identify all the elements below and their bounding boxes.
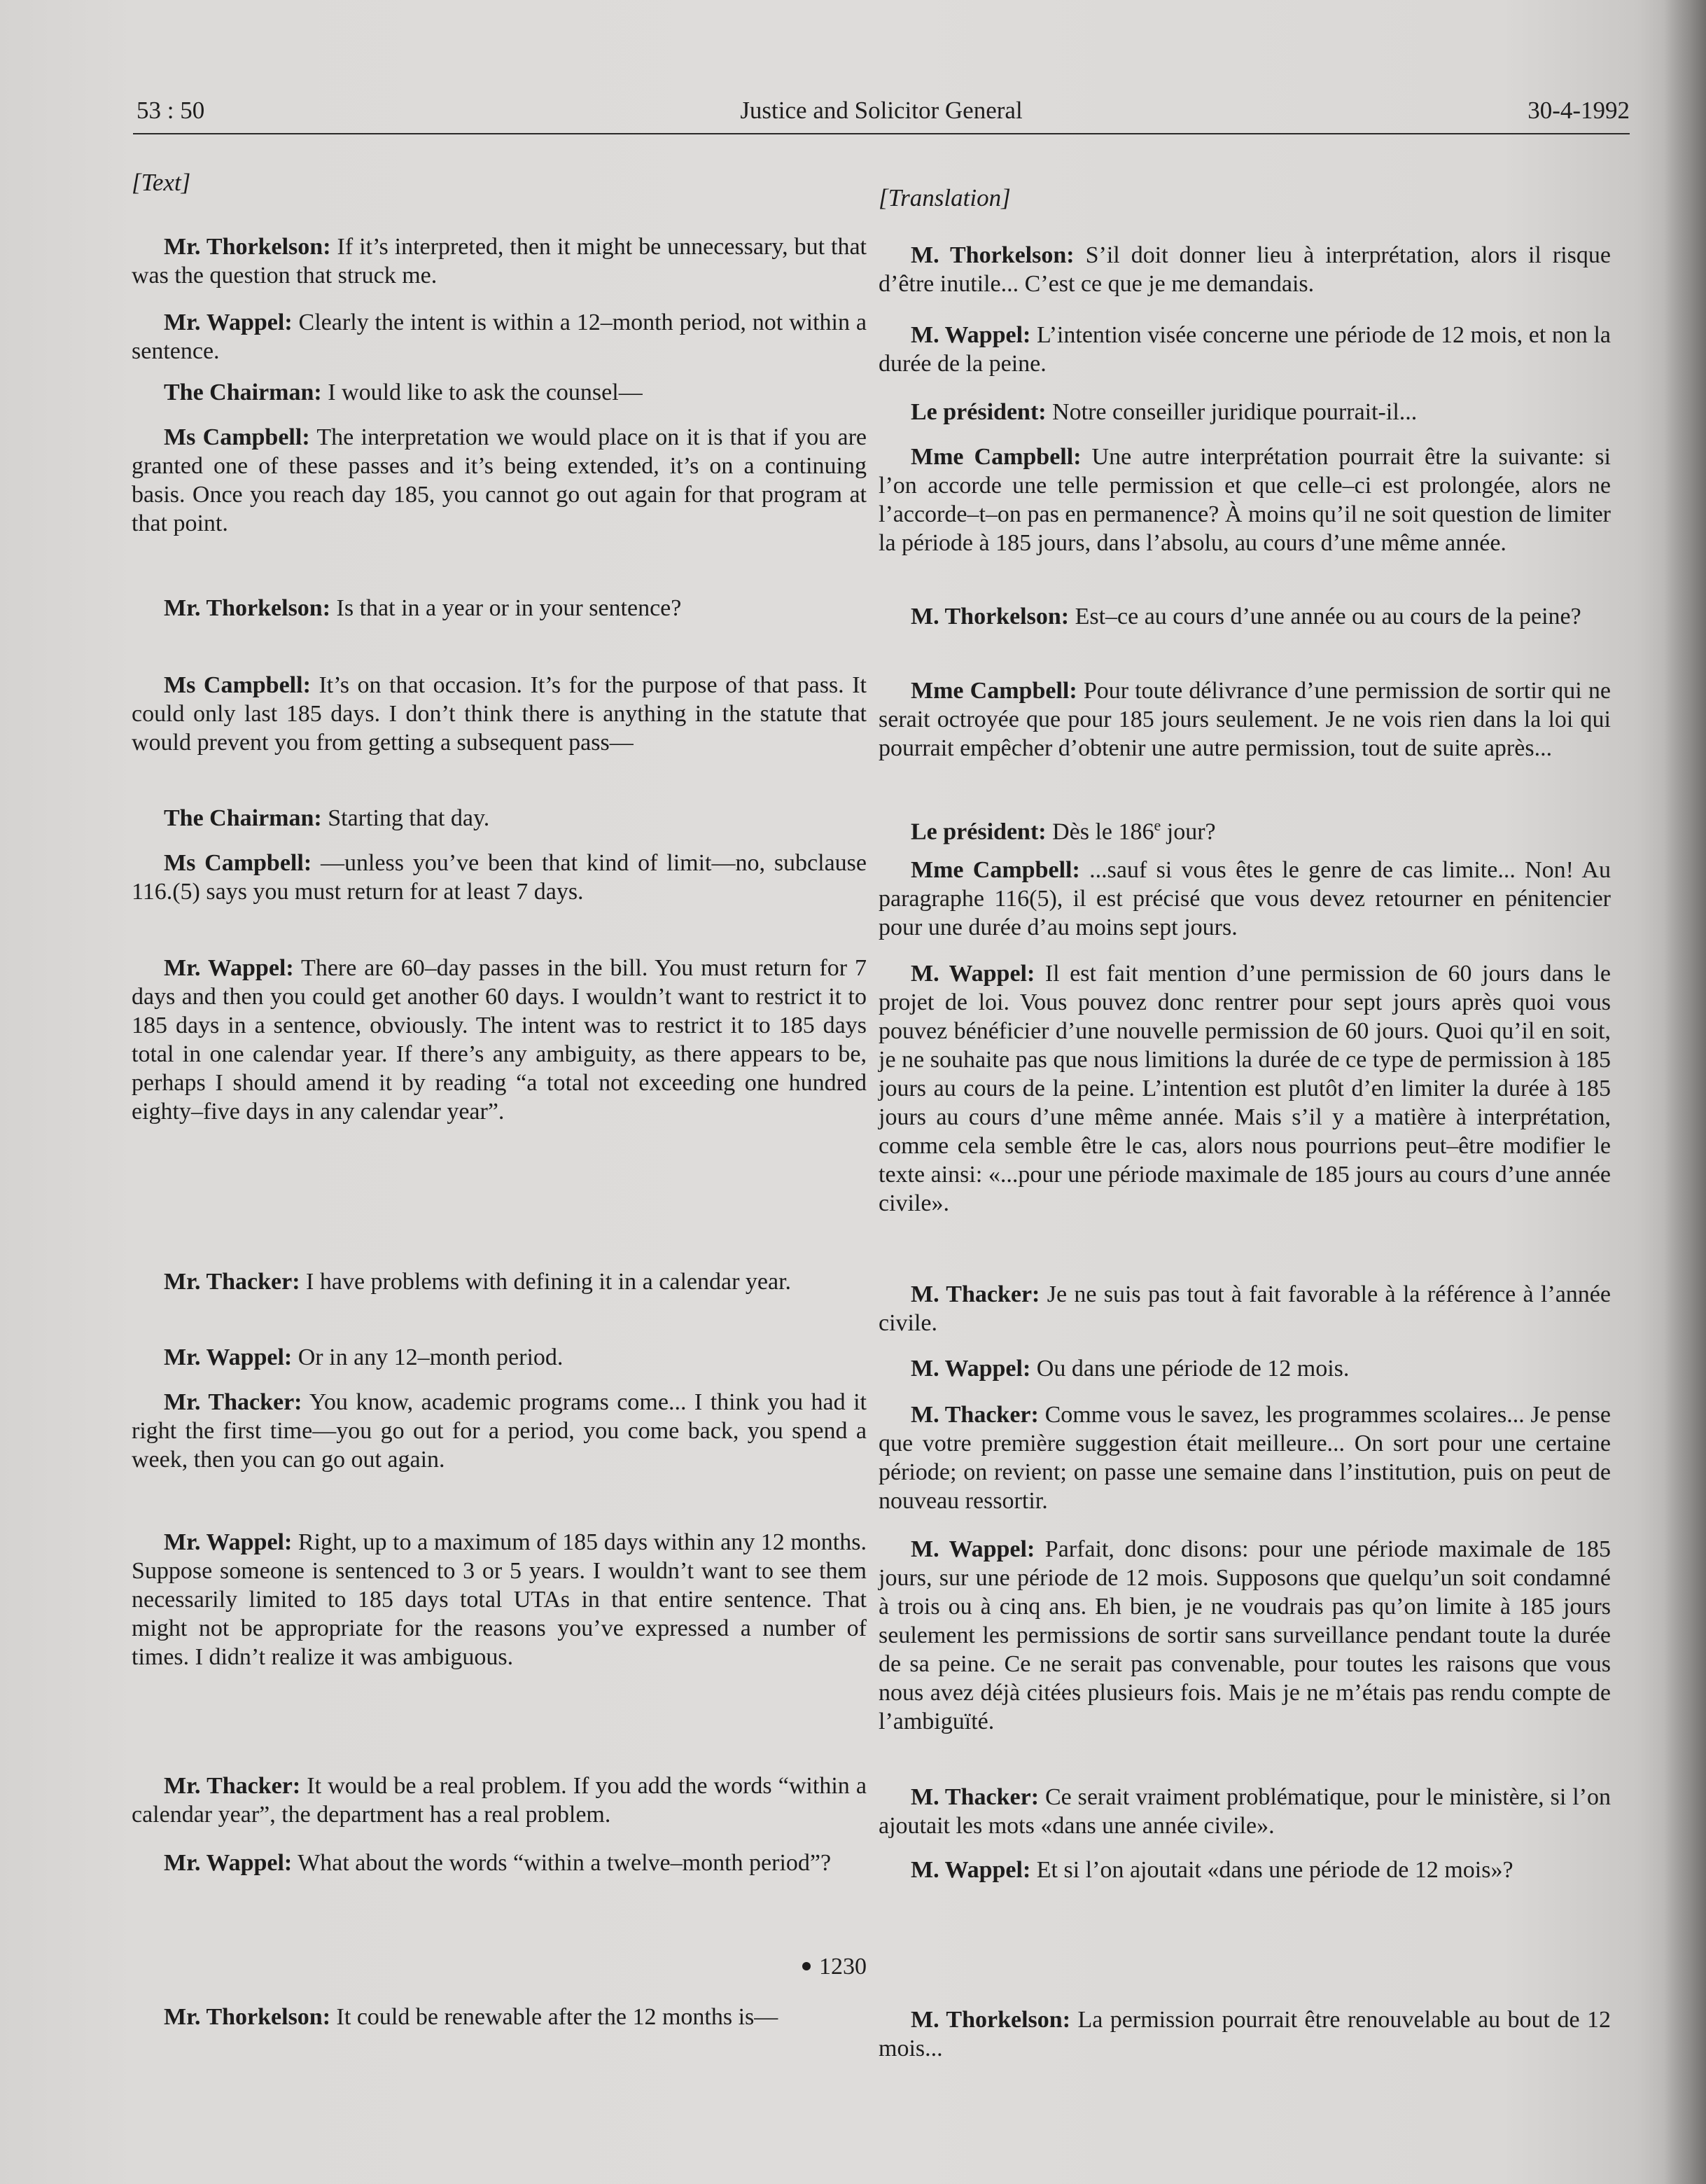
speech-text: ...sauf si vous êtes le genre de cas limite... Non! Au paragraphe 116(5), il est précisé que vous devez retourner en pénitencier pour une durée d’au moins sept jours. <box>879 857 1611 940</box>
speech-text: Il est fait mention d’une permission de 60 jours dans le projet de loi. Vous pouvez donc rentrer pour sept jours après quoi vous pouvez bénéficier d’une nouvelle permission de 60 jours. Quoi qu’il en soit, je ne souhaite pas que nous limitions la durée de ce type de permission à 185 jours au cours de la peine. L’intention est plutôt d’en limiter la durée à 185 jours au cours d’une même année. Mais s’il y a matière à interprétation, comme cela semble être le cas, alors nous pourrions peut–être modifier le texte ainsi: «...pour une période maximale de 185 jours au cours d’une année civile». <box>879 961 1611 1216</box>
speech-text: What about the words “within a twelve–month period”? <box>292 1850 832 1876</box>
paragraph <box>132 804 867 833</box>
speech-text: Et si l’on ajoutait «dans une période de 12 mois»? <box>1030 1857 1513 1883</box>
paragraph <box>132 232 867 290</box>
speech-text: I have problems with defining it in a calendar year. <box>300 1269 792 1295</box>
speaker-name: M. Wappel: <box>911 1857 1031 1883</box>
speaker-name: Mme Campbell: <box>911 444 1082 470</box>
page-edge-shadow <box>1664 0 1706 2184</box>
speaker-name: Ms Campbell: <box>164 850 312 876</box>
running-header <box>133 90 1630 134</box>
speaker-name: M. Wappel: <box>911 322 1031 348</box>
paragraph <box>879 1354 1611 1383</box>
paragraph <box>132 594 867 622</box>
paragraph <box>132 1849 867 1877</box>
speech-text: Ou dans une période de 12 mois. <box>1030 1356 1350 1382</box>
speech-text: Est–ce au cours d’une année ou au cours de la peine? <box>1069 604 1581 630</box>
header-title: Justice and Solicitor General <box>740 97 1023 124</box>
speaker-name: Mr. Thacker: <box>164 1389 302 1415</box>
page-number: 53 : 50 <box>137 97 205 124</box>
speech-text: There are 60–day passes in the bill. You must return for 7 days and then you could get another 60 days. I wouldn’t want to restrict it to 185 days in a sentence, obviously. The intent was to restrict it to 185 days total in one calendar year. If there’s any ambiguity, as there appears to be, perhaps I should amend it by reading “a total not exceeding one hundred eighty–five days in any calendar year”. <box>132 955 867 1125</box>
speech-text: Ce serait vraiment problématique, pour le ministère, si l’on ajoutait les mots «dans une année civile». <box>879 1784 1611 1839</box>
paragraph <box>879 241 1611 298</box>
paragraph <box>879 602 1611 631</box>
speech-text: La permission pourrait être renouvelable au bout de 12 mois... <box>879 2007 1611 2061</box>
paragraph <box>879 676 1611 763</box>
paragraph <box>879 321 1611 378</box>
paragraph <box>132 1388 867 1474</box>
paragraph <box>879 443 1611 557</box>
paragraph <box>132 671 867 757</box>
speaker-name: Ms Campbell: <box>164 672 311 698</box>
speech-text: Une autre interprétation pourrait être la suivante: si l’on accorde une telle permission et que celle–ci est prolongée, alors ne l’accorde–t–on pas en permanence? À moins qu’il ne soit question de limiter la période à 185 jours, dans l’absolu, au cours d’une même année. <box>879 444 1611 556</box>
speaker-name: M. Thorkelson: <box>911 242 1075 268</box>
speaker-name: Le président: <box>911 819 1047 845</box>
speaker-name: M. Thorkelson: <box>911 2007 1071 2033</box>
bullet-dot-icon <box>802 1962 811 1970</box>
paragraph <box>132 378 867 407</box>
speaker-name: Mr. Thorkelson: <box>164 595 331 621</box>
column-label-translation: [Translation] <box>879 184 1011 211</box>
paragraph <box>132 954 867 1126</box>
speech-text: Je ne suis pas tout à fait favorable à la référence à l’année civile. <box>879 1281 1611 1336</box>
speaker-name: Mr. Thacker: <box>164 1269 300 1295</box>
speech-text: Starting that day. <box>321 805 490 831</box>
speaker-name: Mr. Thorkelson: <box>164 2004 331 2030</box>
speaker-name: Le président: <box>911 399 1047 425</box>
column-label-text: [Text] <box>132 169 191 196</box>
speaker-name: M. Wappel: <box>911 961 1035 987</box>
speech-text: If it’s interpreted, then it might be unnecessary, but that was the question that struck me. <box>132 234 867 288</box>
speech-text: I would like to ask the counsel— <box>321 380 643 405</box>
speaker-name: M. Thacker: <box>911 1784 1040 1810</box>
time-marker-text: 1230 <box>819 1954 867 1980</box>
paragraph <box>879 398 1611 426</box>
speech-text: —unless you’ve been that kind of limit—no, subclause 116.(5) says you must return for at least 7 days. <box>132 850 867 905</box>
speaker-name: Mr. Wappel: <box>164 1344 293 1370</box>
superscript-ordinal: e <box>1154 816 1161 834</box>
speaker-name: M. Thorkelson: <box>911 604 1070 630</box>
paragraph <box>879 1783 1611 1840</box>
speech-text: jour? <box>1161 819 1216 845</box>
speech-text: It’s on that occasion. It’s for the purpose of that pass. It could only last 185 days. I don’t think there is anything in the statute that would prevent you from getting a subsequent pass— <box>132 672 867 756</box>
speaker-name: M. Thacker: <box>911 1402 1039 1428</box>
speech-text: It would be a real problem. If you add the words “within a calendar year”, the department has a real problem. <box>132 1773 867 1828</box>
paragraph <box>132 1343 867 1372</box>
speaker-name: Mr. Thacker: <box>164 1773 301 1799</box>
speech-text: Pour toute délivrance d’une permission de sortir qui ne serait octroyée que pour 185 jours seulement. Je ne vois rien dans la loi qui pourrait empêcher d’obtenir une autre permission, tout de suite après... <box>879 678 1611 761</box>
paragraph <box>132 2003 867 2031</box>
speaker-name: Mme Campbell: <box>911 678 1077 704</box>
paragraph <box>132 308 867 366</box>
speaker-name: M. Thacker: <box>911 1281 1040 1307</box>
speaker-name: Mr. Wappel: <box>164 309 293 335</box>
speech-text: Right, up to a maximum of 185 days within any 12 months. Suppose someone is sentenced to 3 or 5 years. I wouldn’t want to see them necessarily limited to 185 days total UTAs in that entire sentence. That might not be appropriate for the reasons you’ve expressed a number of times. I didn’t realize it was ambiguous. <box>132 1529 867 1670</box>
speaker-name: Mr. Wappel: <box>164 1529 293 1555</box>
paragraph <box>879 856 1611 942</box>
paragraph <box>132 1772 867 1829</box>
header-date: 30-4-1992 <box>1527 97 1630 124</box>
paragraph <box>879 959 1611 1218</box>
paragraph <box>132 423 867 538</box>
speech-text: Notre conseiller juridique pourrait-il... <box>1046 399 1418 425</box>
speaker-name: Mme Campbell: <box>911 857 1080 883</box>
speech-text: L’intention visée concerne une période de 12 mois, et non la durée de la peine. <box>879 322 1611 377</box>
speaker-name: Mr. Wappel: <box>164 1850 293 1876</box>
speaker-name: Mr. Thorkelson: <box>164 234 331 260</box>
speech-text: Dès le 186 <box>1046 819 1154 845</box>
speech-text: Is that in a year or in your sentence? <box>330 595 682 621</box>
paragraph <box>879 811 1611 846</box>
speaker-name: Ms Campbell: <box>164 424 310 450</box>
speaker-name: The Chairman: <box>164 380 322 405</box>
speaker-name: The Chairman: <box>164 805 322 831</box>
speech-text: It could be renewable after the 12 months is— <box>330 2004 778 2030</box>
speech-text: Comme vous le savez, les programmes scolaires... Je pense que votre première suggestion était meilleure... On sort pour une certaine période; on revient; on passe une semaine dans l’institution, puis on peut de nouveau ressortir. <box>879 1402 1611 1514</box>
speaker-name: Mr. Wappel: <box>164 955 294 981</box>
speech-text: Or in any 12–month period. <box>292 1344 564 1370</box>
time-marker <box>802 1952 867 1981</box>
speaker-name: M. Wappel: <box>911 1356 1031 1382</box>
speech-text: Parfait, donc disons: pour une période maximale de 185 jours, sur une période de 12 mois. Supposons que quelqu’un soit condamné à trois ou à cinq ans. Eh bien, je ne voudrais pas qu’on limite à 185 jours seulement les permissions de sortir sans surveillance pendant toute la durée de sa peine. Ce ne serait pas convenable, pour toutes les raisons que vous nous avez déjà citées plusieurs fois. Mais je ne m’étais pas rendu compte de l’ambiguïté. <box>879 1536 1611 1734</box>
paragraph <box>132 849 867 906</box>
paragraph <box>879 1856 1611 1884</box>
paragraph <box>132 1528 867 1671</box>
paragraph <box>879 2005 1611 2063</box>
speech-text: The interpretation we would place on it is that if you are granted one of these passes and it’s being extended, it’s on a continuing basis. Once you reach day 185, you cannot go out again for that program at that point. <box>132 424 867 536</box>
paragraph <box>879 1280 1611 1337</box>
speech-text: S’il doit donner lieu à interprétation, alors il risque d’être inutile... C’est ce que je me demandais. <box>879 242 1611 297</box>
speech-text: Clearly the intent is within a 12–month period, not within a sentence. <box>132 309 867 364</box>
paragraph <box>879 1400 1611 1515</box>
speaker-name: M. Wappel: <box>911 1536 1035 1562</box>
speech-text: You know, academic programs come... I think you had it right the first time—you go out for a period, you come back, you spend a week, then you can go out again. <box>132 1389 867 1473</box>
paragraph <box>132 1267 867 1296</box>
paragraph <box>879 1535 1611 1736</box>
